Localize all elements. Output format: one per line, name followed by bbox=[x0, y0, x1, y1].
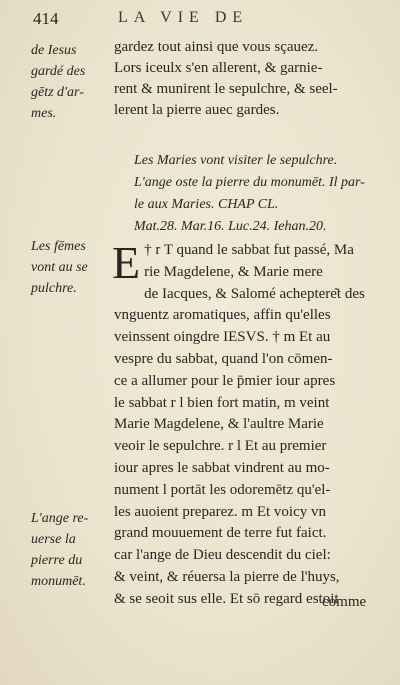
text-line: le sabbat r l bien fort matin, m veint bbox=[114, 394, 330, 411]
text-line: Marie Magdelene, & l'aultre Marie bbox=[114, 416, 324, 433]
text-line: vespre du sabbat, quand l'on cōmen- bbox=[114, 350, 333, 367]
text-line: car l'ange de Dieu descendit du ciel: bbox=[114, 547, 331, 564]
text-line: veinssent oingdre IESVS. † m Et au bbox=[114, 329, 331, 346]
text-line: iour apres le sabbat vindrent au mo- bbox=[114, 459, 330, 476]
margin-note-line: monumēt. bbox=[31, 574, 86, 589]
text-line: vnguentz aromatiques, affin qu'elles bbox=[114, 307, 331, 324]
text-line: grand mouuement de terre fut faict. bbox=[114, 525, 327, 542]
heading-line: Les Maries vont visiter le sepulchre. bbox=[134, 153, 338, 168]
text-line: & veint, & réuersa la pierre de l'huys, bbox=[114, 568, 340, 585]
text-line: gardez tout ainsi que vous sçauez. bbox=[114, 39, 319, 55]
page-number: 414 bbox=[33, 9, 59, 28]
margin-note-line: uerse la bbox=[31, 532, 76, 547]
margin-note-2 bbox=[31, 236, 109, 299]
text-line: lerent la pierre auec gardes. bbox=[114, 102, 280, 118]
catchword: comme bbox=[322, 594, 367, 610]
margin-note-line: vont au se bbox=[31, 260, 88, 275]
margin-note-1 bbox=[31, 40, 109, 124]
text-line: rent & munirent le sepulchre, & seel- bbox=[114, 81, 338, 97]
text-line: rie Magdelene, & Marie mere bbox=[144, 263, 323, 280]
text-block-intro bbox=[114, 37, 384, 121]
heading-line: le aux Maries. CHAP CL. bbox=[134, 197, 279, 212]
page-header bbox=[0, 0, 400, 34]
text-line: veoir le sepulchre. r l Et au premier bbox=[114, 438, 327, 455]
text-block-main bbox=[112, 237, 384, 611]
margin-note-line: Les fēmes bbox=[31, 239, 86, 254]
running-title: LA VIE DE bbox=[118, 9, 249, 26]
margin-note-line: mes. bbox=[31, 106, 57, 121]
text-line: Lors iceulx s'en allerent, & garnie- bbox=[114, 60, 323, 76]
text-line: nument l portāt les odoremētz qu'el- bbox=[114, 481, 331, 498]
chapter-heading bbox=[114, 150, 384, 238]
text-line: † r T quand le sabbat fut passé, Ma bbox=[144, 242, 354, 258]
heading-line: Mat.28. Mar.16. Luc.24. Iehan.20. bbox=[134, 219, 327, 234]
margin-note-line: de Iesus bbox=[31, 43, 77, 58]
drop-cap: E bbox=[112, 237, 141, 288]
margin-note-line: gētz d'ar- bbox=[31, 85, 84, 100]
margin-note-line: gardé des bbox=[31, 64, 86, 79]
margin-note-line: pulchre. bbox=[31, 281, 77, 296]
text-line: ce a allumer pour le p̄mier iour apres bbox=[114, 372, 336, 389]
margin-note-line: L'ange re- bbox=[31, 511, 89, 526]
body-text bbox=[114, 37, 384, 611]
heading-line: L'ange oste la pierre du monumēt. Il par- bbox=[134, 175, 365, 190]
text-line: & se seoit sus elle. Et sō regard estoit bbox=[114, 590, 339, 607]
margin-note-3 bbox=[31, 508, 109, 592]
text-line: de Iacques, & Salomé acheptere͂t des bbox=[144, 285, 365, 302]
text-line: les auoient preparez. m Et voicy vn bbox=[114, 503, 327, 520]
margin-note-line: pierre du bbox=[31, 553, 83, 568]
